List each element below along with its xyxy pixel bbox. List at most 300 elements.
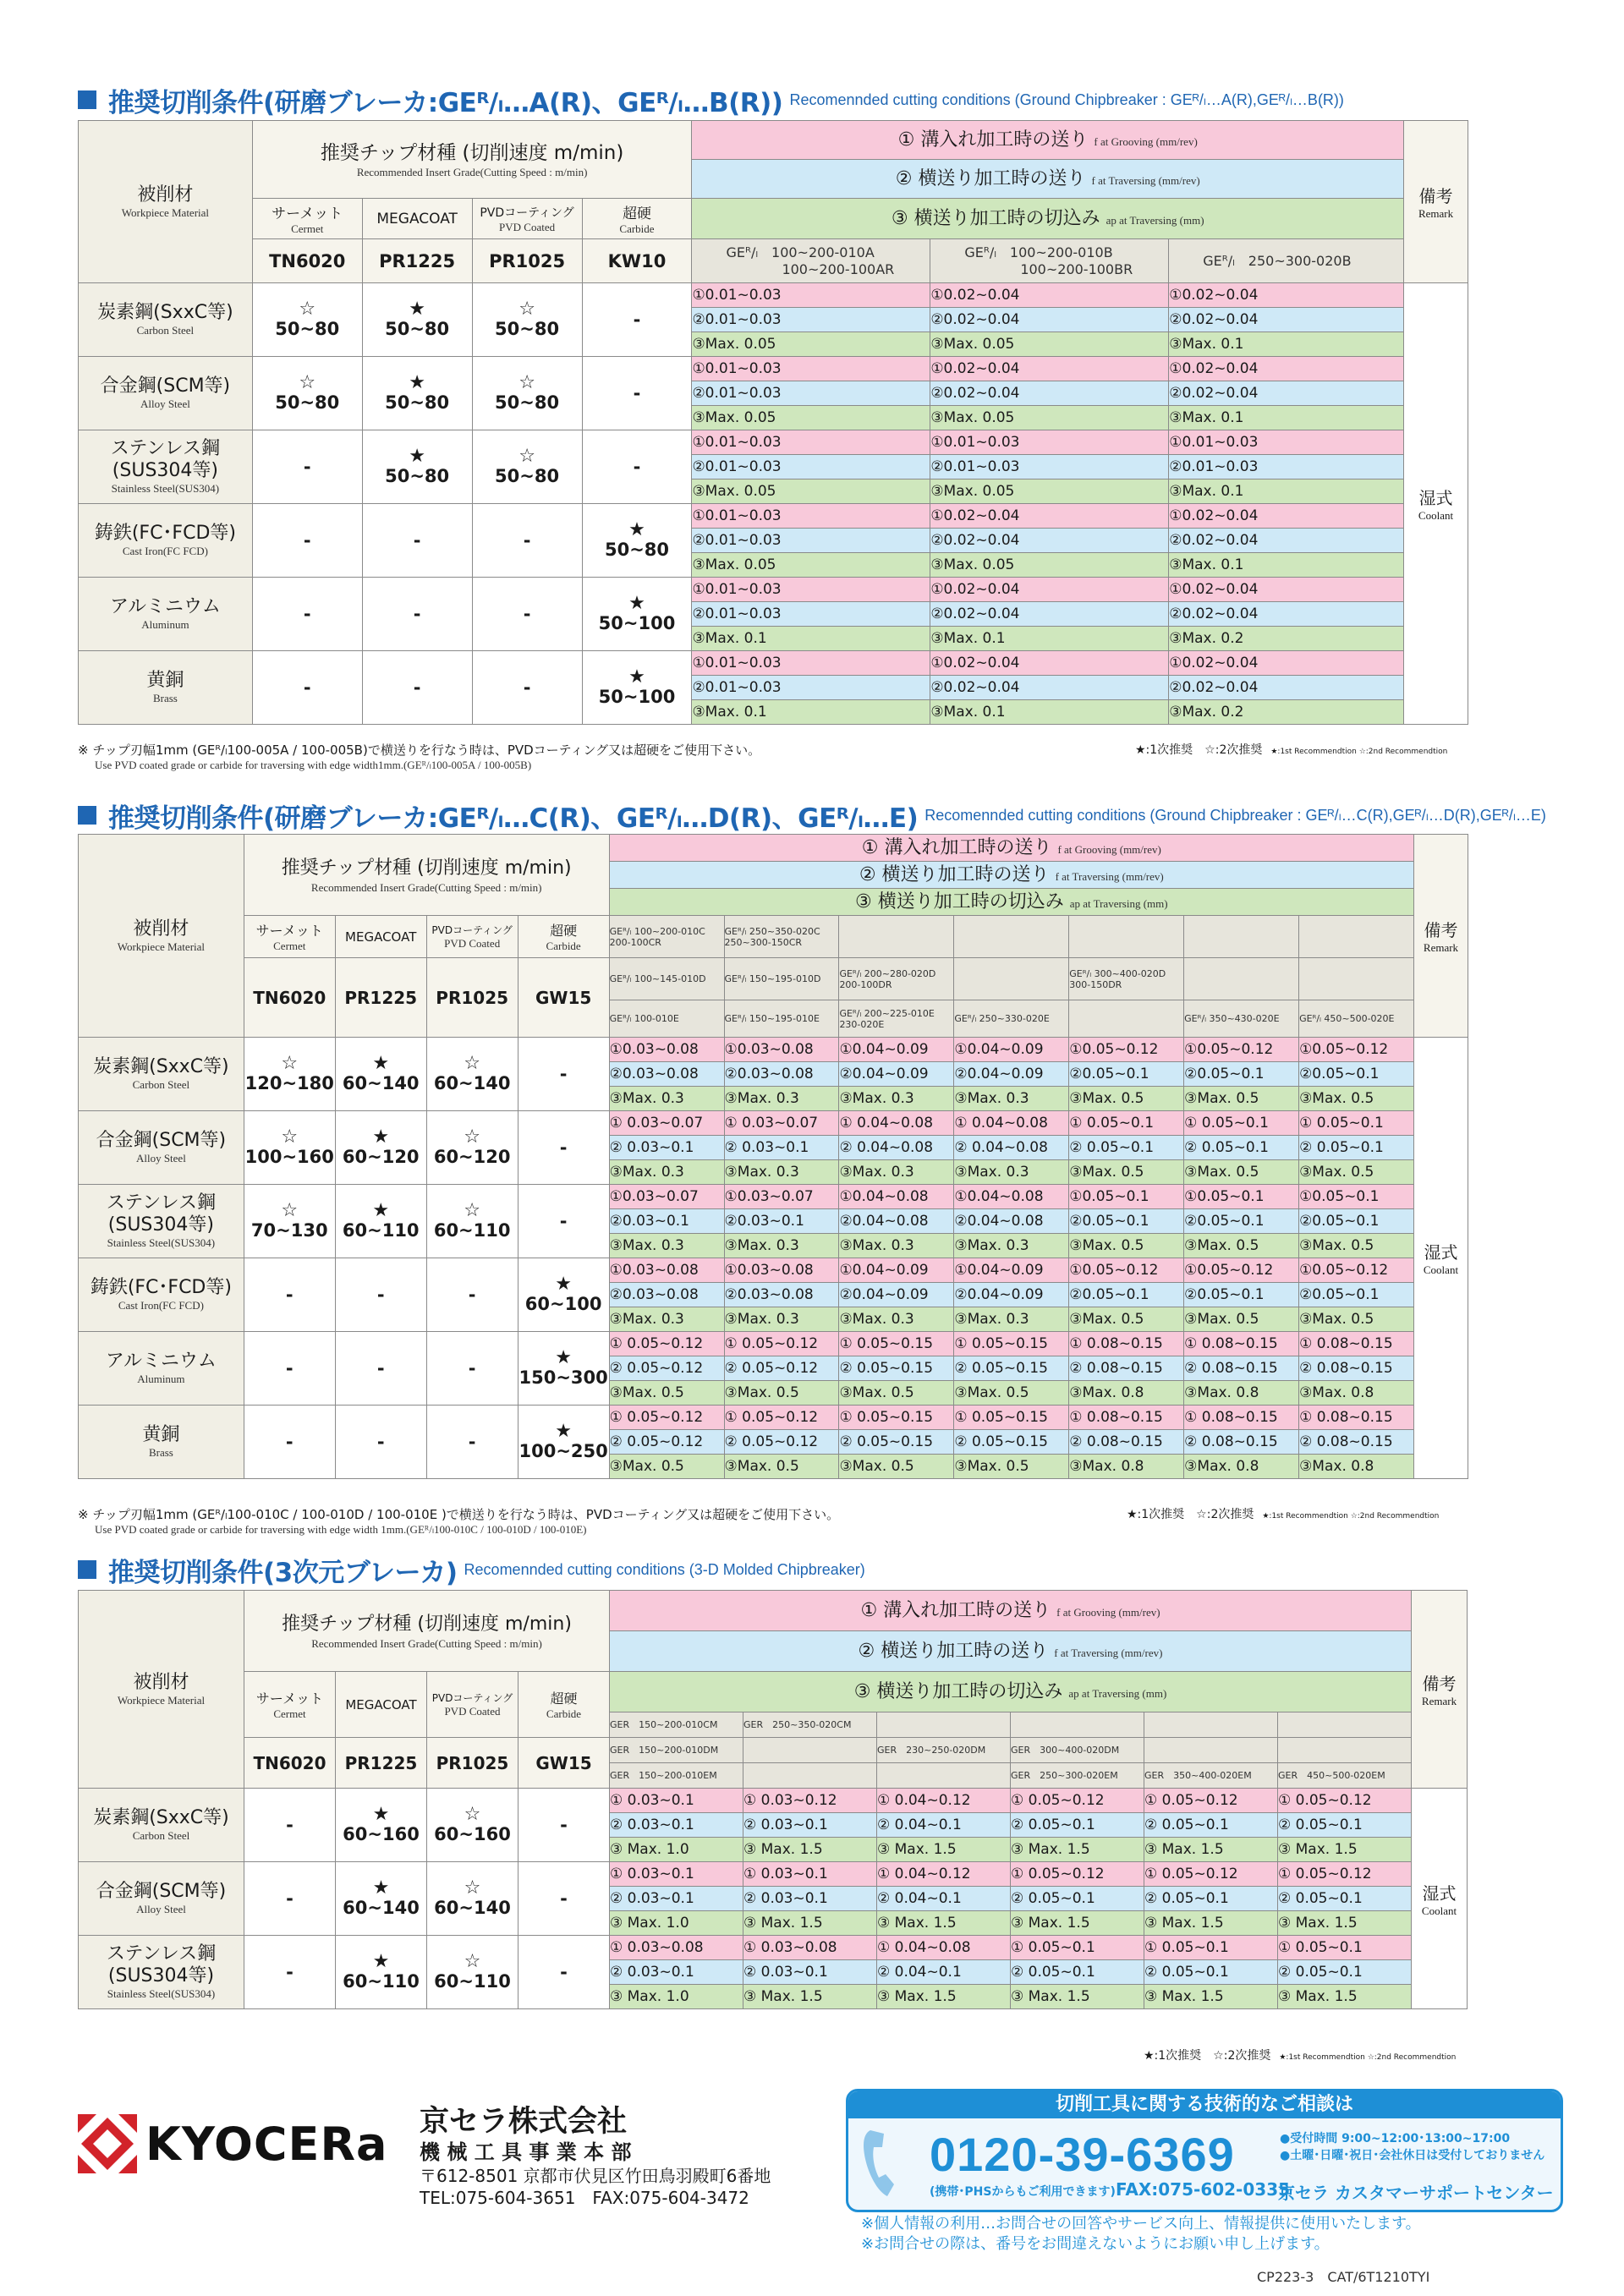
condition-value: ①0.03~0.07 — [724, 1185, 839, 1209]
condition-value: ①0.01~0.03 — [692, 651, 930, 676]
insert-header-cm: GER 150~200-010CM — [610, 1712, 743, 1738]
condition-value: ①0.02~0.04 — [930, 283, 1169, 308]
grade-cell — [518, 1111, 609, 1185]
condition-value: ②0.04~0.08 — [954, 1209, 1069, 1234]
grade-name: GW15 — [518, 1738, 610, 1789]
condition-value: ① 0.05~0.12 — [1144, 1789, 1278, 1813]
condition-value: ①0.02~0.04 — [930, 504, 1169, 529]
condition-value: ③Max. 0.5 — [1069, 1307, 1184, 1332]
condition-value: ① 0.08~0.15 — [1069, 1332, 1184, 1356]
grade-star: ★ — [372, 1877, 390, 1899]
grade-cell — [252, 651, 362, 725]
material-name-j: ステンレス鋼(SUS304等) — [106, 1192, 217, 1236]
condition-value: ③Max. 0.3 — [724, 1087, 839, 1111]
condition-value: ① 0.03~0.08 — [610, 1936, 743, 1960]
megacoat-header: MEGACOAT — [336, 1672, 427, 1738]
grade-speed: - — [468, 1358, 476, 1378]
material-cell — [79, 1111, 244, 1185]
condition-value: ③Max. 0.1 — [930, 700, 1169, 725]
insert-header-e: GEᴿ/ₗ 250~330-020E — [954, 1000, 1069, 1038]
section-1 — [78, 85, 1468, 725]
grade-speed: - — [376, 1358, 385, 1378]
insert-header-dm: GER 230~250-020DM — [877, 1738, 1011, 1763]
condition-value: ② 0.03~0.1 — [610, 1960, 743, 1985]
material-name-e: Alloy Steel — [136, 1903, 186, 1915]
grade-cell — [518, 1185, 609, 1258]
grade-speed: - — [633, 310, 641, 330]
condition-value: ③Max. 0.1 — [1169, 479, 1404, 504]
condition-value: ②0.03~0.08 — [724, 1062, 839, 1087]
condition-value: ③Max. 0.1 — [930, 627, 1169, 651]
condition-value: ② 0.08~0.15 — [1069, 1356, 1184, 1381]
condition-value: ①0.02~0.04 — [930, 578, 1169, 602]
grade-cell — [582, 430, 692, 504]
condition-value: ③Max. 0.5 — [1184, 1160, 1299, 1185]
condition-value: ③Max. 0.5 — [1299, 1160, 1414, 1185]
consult-title: 切削工具に関する技術的なご相談は — [848, 2091, 1561, 2118]
grade-speed: - — [303, 457, 311, 477]
grade-speed: - — [286, 1888, 294, 1909]
condition-value: ③ Max. 1.5 — [877, 1838, 1011, 1862]
pvd-header: PVDコーティング PVD Coated — [472, 199, 582, 239]
condition-value: ③Max. 0.5 — [1299, 1307, 1414, 1332]
grade-star: ★ — [555, 1274, 572, 1295]
conditions-table-3 — [78, 1590, 1468, 2009]
grade-star: ★ — [372, 1200, 390, 1221]
condition-value: ①0.04~0.08 — [954, 1185, 1069, 1209]
grade-cell — [472, 283, 582, 357]
note-2: ※ チップ刃幅1mm (GEᴿ/ₗ100-010C / 100-010D / 100-010E )で横送りを行なう時は、PVDコーティング又は超硬をご使用下さい。 Use PVD coated grade or carbide for traversing with edge width 1mm.(GEᴿ/ₗ100-010C / 100-010D / 100-010E) — [78, 1507, 840, 1536]
condition-value: ②0.04~0.09 — [954, 1283, 1069, 1307]
condition-value: ③Max. 0.8 — [1184, 1455, 1299, 1479]
condition-value: ③ Max. 1.5 — [877, 1985, 1011, 2009]
grade-name: PR1025 — [472, 239, 582, 283]
insert-header-d: GEᴿ/ₗ 100~145-010D — [609, 958, 724, 1000]
material-header: 被削材 Workpiece Material — [79, 121, 253, 283]
grade-star: ☆ — [299, 372, 316, 393]
grade-star: ☆ — [464, 1951, 481, 1972]
grade-name: PR1225 — [335, 958, 426, 1038]
grade-speed: 50~80 — [385, 392, 450, 413]
condition-value: ② 0.05~0.1 — [1299, 1136, 1414, 1160]
feed-groove-header: ① 溝入れ加工時の送り f at Grooving (mm/rev) — [610, 1591, 1412, 1631]
condition-value: ① 0.05~0.12 — [724, 1332, 839, 1356]
condition-value: ②0.03~0.1 — [609, 1209, 724, 1234]
material-name-e: Stainless Steel(SUS304) — [111, 482, 220, 495]
depth-trav-header: ③ 横送り加工時の切込み ap at Traversing (mm) — [610, 1672, 1412, 1712]
grade-speed: 120~180 — [244, 1073, 334, 1093]
table-row — [79, 1862, 1468, 1887]
grade-cell — [472, 504, 582, 578]
condition-value: ③Max. 0.3 — [839, 1234, 954, 1258]
table-row — [79, 357, 1468, 381]
legend-2: ★:1次推奨 ☆:2次推奨 ★:1st Recommendtion ☆:2nd Recommendtion — [1127, 1508, 1440, 1521]
material-name-e: Carbon Steel — [136, 324, 195, 337]
condition-value: ①0.03~0.08 — [724, 1038, 839, 1062]
condition-value: ③Max. 0.3 — [954, 1234, 1069, 1258]
condition-value: ②0.02~0.04 — [930, 676, 1169, 700]
condition-value: ② 0.05~0.1 — [1011, 1887, 1144, 1911]
material-cell — [79, 1936, 244, 2009]
condition-value: ②0.02~0.04 — [930, 529, 1169, 553]
grade-cell — [518, 1936, 610, 2009]
grade-speed: - — [286, 1962, 294, 1982]
feed-trav-header: ② 横送り加工時の送り f at Traversing (mm/rev) — [610, 1631, 1412, 1672]
table-row — [79, 1185, 1468, 1209]
grade-header: 推奨チップ材種 (切削速度 m/min) Recommended Insert Grade(Cutting Speed : m/min) — [244, 1591, 610, 1672]
grade-speed: 50~80 — [275, 392, 340, 413]
condition-value: ③Max. 0.8 — [1069, 1455, 1184, 1479]
grade-cell — [472, 430, 582, 504]
grade-cell — [252, 504, 362, 578]
condition-value: ②0.01~0.03 — [692, 529, 930, 553]
grade-cell — [427, 1862, 518, 1936]
condition-value: ②0.01~0.03 — [692, 308, 930, 332]
condition-value: ③Max. 0.3 — [839, 1087, 954, 1111]
condition-value: ①0.01~0.03 — [692, 504, 930, 529]
grade-speed: 60~100 — [524, 1294, 602, 1314]
insert-header-d: GEᴿ/ₗ 300~400-020D 300-150DR — [1069, 958, 1184, 1000]
grade-speed: - — [303, 604, 311, 624]
grade-cell — [244, 1332, 335, 1406]
grade-speed: - — [413, 604, 421, 624]
condition-value: ②0.05~0.1 — [1299, 1209, 1414, 1234]
insert-header-d: GEᴿ/ₗ 200~280-020D 200-100DR — [839, 958, 954, 1000]
address: 〒612-8501 京都市伏見区竹田鳥羽殿町6番地 — [420, 2166, 771, 2186]
material-cell — [79, 430, 253, 504]
condition-value: ③Max. 0.5 — [1069, 1160, 1184, 1185]
grade-star: ★ — [628, 519, 645, 540]
condition-value: ① 0.04~0.08 — [954, 1111, 1069, 1136]
table-row — [79, 1111, 1468, 1136]
condition-value: ③Max. 0.3 — [724, 1234, 839, 1258]
coolant-e: Coolant — [1418, 509, 1454, 522]
grade-cell — [426, 1111, 518, 1185]
condition-value: ①0.01~0.03 — [1169, 430, 1404, 455]
grade-cell — [362, 651, 472, 725]
grade-speed: 60~160 — [434, 1824, 511, 1844]
material-name-j: 鋳鉄(FC･FCD等) — [94, 523, 236, 544]
grade-speed: 50~100 — [598, 687, 676, 707]
grade-speed: - — [559, 1137, 568, 1158]
pvd-header: PVDコーティング PVD Coated — [427, 1672, 518, 1738]
grade-cell — [472, 578, 582, 651]
material-cell — [79, 1406, 244, 1479]
grade-speed: 60~120 — [342, 1147, 420, 1167]
condition-value: ③Max. 0.05 — [692, 479, 930, 504]
condition-value: ①0.05~0.12 — [1069, 1038, 1184, 1062]
condition-value: ①0.01~0.03 — [692, 357, 930, 381]
condition-value: ② 0.05~0.1 — [1144, 1813, 1278, 1838]
grade-star: ★ — [628, 593, 645, 614]
grade-cell — [336, 1936, 427, 2009]
grade-cell — [244, 1936, 336, 2009]
condition-value: ③Max. 0.1 — [1169, 332, 1404, 357]
grade-star: ☆ — [518, 446, 535, 467]
condition-value: ②0.05~0.1 — [1069, 1062, 1184, 1087]
grade-speed: 50~80 — [385, 466, 450, 486]
condition-value: ②0.05~0.1 — [1184, 1209, 1299, 1234]
material-name-j: 黄銅 — [142, 1424, 180, 1445]
coolant-j: 湿式 — [1422, 1882, 1457, 1904]
material-cell — [79, 1258, 244, 1332]
material-cell — [79, 283, 253, 357]
grade-star: ☆ — [464, 1877, 481, 1899]
condition-value: ②0.01~0.03 — [692, 455, 930, 479]
grade-name: PR1025 — [427, 1738, 518, 1789]
company-name: 京セラ株式会社 — [420, 2105, 628, 2139]
logo-text: KYOCERa — [145, 2117, 388, 2171]
condition-value: ③Max. 0.1 — [692, 627, 930, 651]
cermet-header: サーメット Cermet — [244, 1672, 336, 1738]
grade-star: ☆ — [518, 372, 535, 393]
condition-value: ③Max. 0.5 — [1069, 1234, 1184, 1258]
grade-speed: - — [560, 1962, 568, 1982]
grade-speed: 50~100 — [598, 613, 676, 633]
condition-value: ②0.03~0.08 — [609, 1283, 724, 1307]
grade-star: ☆ — [281, 1200, 299, 1221]
grade-speed: - — [303, 530, 311, 551]
condition-value: ③Max. 0.5 — [954, 1381, 1069, 1406]
table-row — [79, 1332, 1468, 1356]
condition-value: ③Max. 0.05 — [930, 479, 1169, 504]
condition-value: ② 0.05~0.12 — [609, 1430, 724, 1455]
condition-value: ③ Max. 1.5 — [1144, 1911, 1278, 1936]
condition-value: ①0.01~0.03 — [930, 430, 1169, 455]
section-title-e: Recomennded cutting conditions (Ground Chipbreaker : GEᴿ/ₗ…C(R),GEᴿ/ₗ…D(R),GEᴿ/ₗ…E) — [924, 806, 1546, 824]
grade-speed: - — [468, 1432, 476, 1452]
pvd-header: PVDコーティング PVD Coated — [426, 916, 518, 958]
condition-value: ① 0.03~0.08 — [743, 1936, 877, 1960]
condition-value: ② 0.03~0.1 — [724, 1136, 839, 1160]
condition-value: ③Max. 0.3 — [954, 1160, 1069, 1185]
grade-name: GW15 — [518, 958, 609, 1038]
condition-value: ① 0.08~0.15 — [1184, 1332, 1299, 1356]
condition-value: ① 0.05~0.12 — [1011, 1789, 1144, 1813]
insert-header-e: GEᴿ/ₗ 450~500-020E — [1299, 1000, 1414, 1038]
condition-value: ②0.04~0.09 — [839, 1283, 954, 1307]
grade-star: ★ — [409, 299, 425, 320]
section-title-j: 推奨切削条件(研磨ブレーカ:GEᴿ/ₗ…A(R)、GEᴿ/ₗ…B(R)) — [108, 87, 783, 118]
coolant-e: Coolant — [1421, 1904, 1457, 1917]
depth-trav-header: ③ 横送り加工時の切込み ap at Traversing (mm) — [609, 889, 1413, 916]
grade-cell — [518, 1862, 610, 1936]
grade-speed: - — [285, 1432, 294, 1452]
remark-header: 備考 Remark — [1413, 835, 1468, 1038]
table-row — [79, 578, 1468, 602]
condition-value: ① 0.08~0.15 — [1299, 1332, 1414, 1356]
condition-value: ③Max. 0.1 — [1169, 553, 1404, 578]
material-name-j: 合金鋼(SCM等) — [100, 375, 231, 397]
grade-cell — [426, 1332, 518, 1406]
condition-value: ②0.02~0.04 — [1169, 602, 1404, 627]
grade-star: ★ — [372, 1951, 390, 1972]
condition-value: ② 0.05~0.1 — [1278, 1887, 1412, 1911]
condition-value: ② 0.05~0.1 — [1278, 1813, 1412, 1838]
condition-value: ①0.01~0.03 — [692, 578, 930, 602]
condition-value: ③Max. 0.5 — [1184, 1307, 1299, 1332]
grade-speed: - — [559, 1211, 568, 1231]
condition-value: ① 0.08~0.15 — [1069, 1406, 1184, 1430]
material-name-j: アルミニウム — [109, 596, 221, 617]
grade-name: TN6020 — [244, 958, 335, 1038]
condition-value: ③Max. 0.2 — [1169, 627, 1404, 651]
grade-speed: - — [468, 1285, 476, 1305]
insert-header-dm: GER 150~200-010DM — [610, 1738, 743, 1763]
conditions-table-1 — [78, 120, 1468, 725]
condition-value: ① 0.05~0.15 — [839, 1332, 954, 1356]
condition-value: ③Max. 0.5 — [1299, 1087, 1414, 1111]
condition-value: ①0.05~0.1 — [1184, 1185, 1299, 1209]
grade-name: PR1225 — [362, 239, 472, 283]
company-block — [420, 2104, 771, 2209]
table-row — [79, 1936, 1468, 1960]
grade-cell — [582, 651, 692, 725]
condition-value: ②0.03~0.08 — [609, 1062, 724, 1087]
grade-speed: 60~140 — [343, 1898, 420, 1918]
table-row — [79, 1038, 1468, 1062]
condition-value: ③Max. 0.5 — [839, 1381, 954, 1406]
support-box — [846, 2089, 1563, 2212]
condition-value: ②0.01~0.03 — [692, 676, 930, 700]
grade-cell — [335, 1406, 426, 1479]
grade-cell — [252, 283, 362, 357]
section-3-heading — [78, 1554, 1468, 1588]
section-2-heading — [78, 800, 1546, 834]
insert-header-em: GER 250~300-020EM — [1011, 1763, 1144, 1789]
condition-value: ①0.03~0.08 — [609, 1258, 724, 1283]
condition-value: ③Max. 0.5 — [609, 1455, 724, 1479]
insert-header-dm: GER 300~400-020DM — [1011, 1738, 1144, 1763]
condition-value: ① 0.05~0.12 — [1144, 1862, 1278, 1887]
insert-header-e: GEᴿ/ₗ 350~430-020E — [1184, 1000, 1299, 1038]
condition-value: ① 0.05~0.12 — [609, 1332, 724, 1356]
phone-icon — [860, 2125, 911, 2201]
grade-cell — [335, 1258, 426, 1332]
grade-cell — [336, 1789, 427, 1862]
condition-value: ② 0.05~0.12 — [724, 1356, 839, 1381]
material-name-e: Stainless Steel(SUS304) — [107, 1987, 216, 2000]
coolant-e: Coolant — [1423, 1263, 1459, 1276]
remark-header: 備考 Remark — [1412, 1591, 1468, 1789]
condition-value: ③ Max. 1.0 — [610, 1838, 743, 1862]
material-name-e: Aluminum — [137, 1373, 185, 1385]
condition-value: ② 0.05~0.15 — [839, 1430, 954, 1455]
grade-speed: - — [413, 530, 421, 551]
grade-cell — [252, 357, 362, 430]
feed-groove-header: ① 溝入れ加工時の送り f at Grooving (mm/rev) — [609, 835, 1413, 862]
condition-value: ① 0.08~0.15 — [1299, 1406, 1414, 1430]
material-cell — [79, 1789, 244, 1862]
condition-value: ① 0.03~0.12 — [743, 1789, 877, 1813]
condition-value: ② 0.08~0.15 — [1299, 1430, 1414, 1455]
kyocera-logo — [78, 2114, 399, 2173]
grade-star: ☆ — [464, 1200, 481, 1221]
grade-star: ★ — [409, 372, 425, 393]
conditions-table-2 — [78, 834, 1468, 1479]
coolant-j: 湿式 — [1418, 488, 1453, 508]
condition-value: ②0.05~0.1 — [1299, 1283, 1414, 1307]
grade-speed: - — [413, 677, 421, 698]
table-row — [79, 283, 1468, 308]
condition-value: ③Max. 0.5 — [1184, 1087, 1299, 1111]
grade-speed: 60~140 — [342, 1073, 420, 1093]
condition-value: ① 0.04~0.12 — [877, 1789, 1011, 1813]
condition-value: ③ Max. 1.5 — [1011, 1838, 1144, 1862]
condition-value: ③ Max. 1.5 — [1011, 1911, 1144, 1936]
grade-cell — [582, 357, 692, 430]
remark-header: 備考 Remark — [1404, 121, 1468, 283]
grade-speed: - — [560, 1815, 568, 1835]
grade-speed: - — [560, 1888, 568, 1909]
grade-speed: 50~80 — [495, 466, 560, 486]
condition-value: ② 0.03~0.1 — [743, 1887, 877, 1911]
condition-value: ①0.02~0.04 — [930, 357, 1169, 381]
condition-value: ① 0.05~0.12 — [724, 1406, 839, 1430]
condition-value: ② 0.03~0.1 — [743, 1960, 877, 1985]
condition-value: ③Max. 0.05 — [930, 406, 1169, 430]
grade-star: ★ — [372, 1126, 390, 1148]
grade-cell — [244, 1111, 335, 1185]
condition-value: ③Max. 0.05 — [692, 406, 930, 430]
condition-value: ① 0.05~0.12 — [609, 1406, 724, 1430]
condition-value: ①0.05~0.1 — [1069, 1185, 1184, 1209]
coolant-remark — [1404, 283, 1468, 725]
condition-value: ② 0.05~0.1 — [1278, 1960, 1412, 1985]
grade-star: ★ — [628, 666, 645, 688]
condition-value: ③Max. 0.1 — [692, 700, 930, 725]
grade-speed: - — [523, 677, 531, 698]
condition-value: ③ Max. 1.5 — [1278, 1838, 1412, 1862]
condition-value: ②0.05~0.1 — [1299, 1062, 1414, 1087]
condition-value: ② 0.04~0.1 — [877, 1960, 1011, 1985]
insert-header: GEᴿ/ₗ 250~300-020B — [1169, 239, 1404, 283]
legend-3: ★:1次推奨 ☆:2次推奨 ★:1st Recommendtion ☆:2nd Recommendtion — [1144, 2049, 1457, 2063]
hours: ●受付時間 9:00~12:00･13:00~17:00 ●土曜･日曜･祝日･会社休日は受付しておりません — [1280, 2132, 1545, 2162]
condition-value: ③Max. 0.3 — [724, 1160, 839, 1185]
condition-value: ③Max. 0.05 — [692, 553, 930, 578]
condition-value: ① 0.03~0.1 — [610, 1789, 743, 1813]
condition-value: ② 0.03~0.1 — [609, 1136, 724, 1160]
grade-cell — [427, 1789, 518, 1862]
material-name-e: Cast Iron(FC FCD) — [122, 545, 208, 557]
condition-value: ③Max. 0.05 — [692, 332, 930, 357]
condition-value: ③ Max. 1.5 — [877, 1911, 1011, 1936]
insert-header-e: GEᴿ/ₗ 100-010E — [609, 1000, 724, 1038]
megacoat-header: MEGACOAT — [362, 199, 472, 239]
grade-star: ★ — [555, 1421, 572, 1442]
phone-number[interactable]: 0120-39-6369 — [930, 2128, 1235, 2181]
condition-value: ②0.02~0.04 — [930, 602, 1169, 627]
heading-square-icon — [78, 90, 96, 109]
grade-speed: - — [523, 604, 531, 624]
insert-header-c: GEᴿ/ₗ 250~350-020C 250~300-150CR — [724, 916, 839, 958]
coolant-j: 湿式 — [1424, 1242, 1458, 1263]
material-name-j: 合金鋼(SCM等) — [96, 1881, 227, 1902]
support-center: 京セラ カスタマーサポートセンター — [1278, 2183, 1554, 2203]
grade-header: 推奨チップ材種 (切削速度 m/min) Recommended Insert Grade(Cutting Speed : m/min) — [244, 835, 609, 916]
condition-value: ② 0.04~0.08 — [839, 1136, 954, 1160]
condition-value: ③ Max. 1.5 — [743, 1838, 877, 1862]
condition-value: ② 0.08~0.15 — [1184, 1430, 1299, 1455]
insert-header-c: GEᴿ/ₗ 100~200-010C 200-100CR — [609, 916, 724, 958]
material-name-e: Carbon Steel — [132, 1078, 190, 1091]
condition-value: ② 0.05~0.12 — [724, 1430, 839, 1455]
material-cell — [79, 651, 253, 725]
material-name-e: Alloy Steel — [140, 397, 190, 410]
grade-speed: 100~160 — [244, 1147, 334, 1167]
condition-value: ①0.05~0.12 — [1184, 1258, 1299, 1283]
